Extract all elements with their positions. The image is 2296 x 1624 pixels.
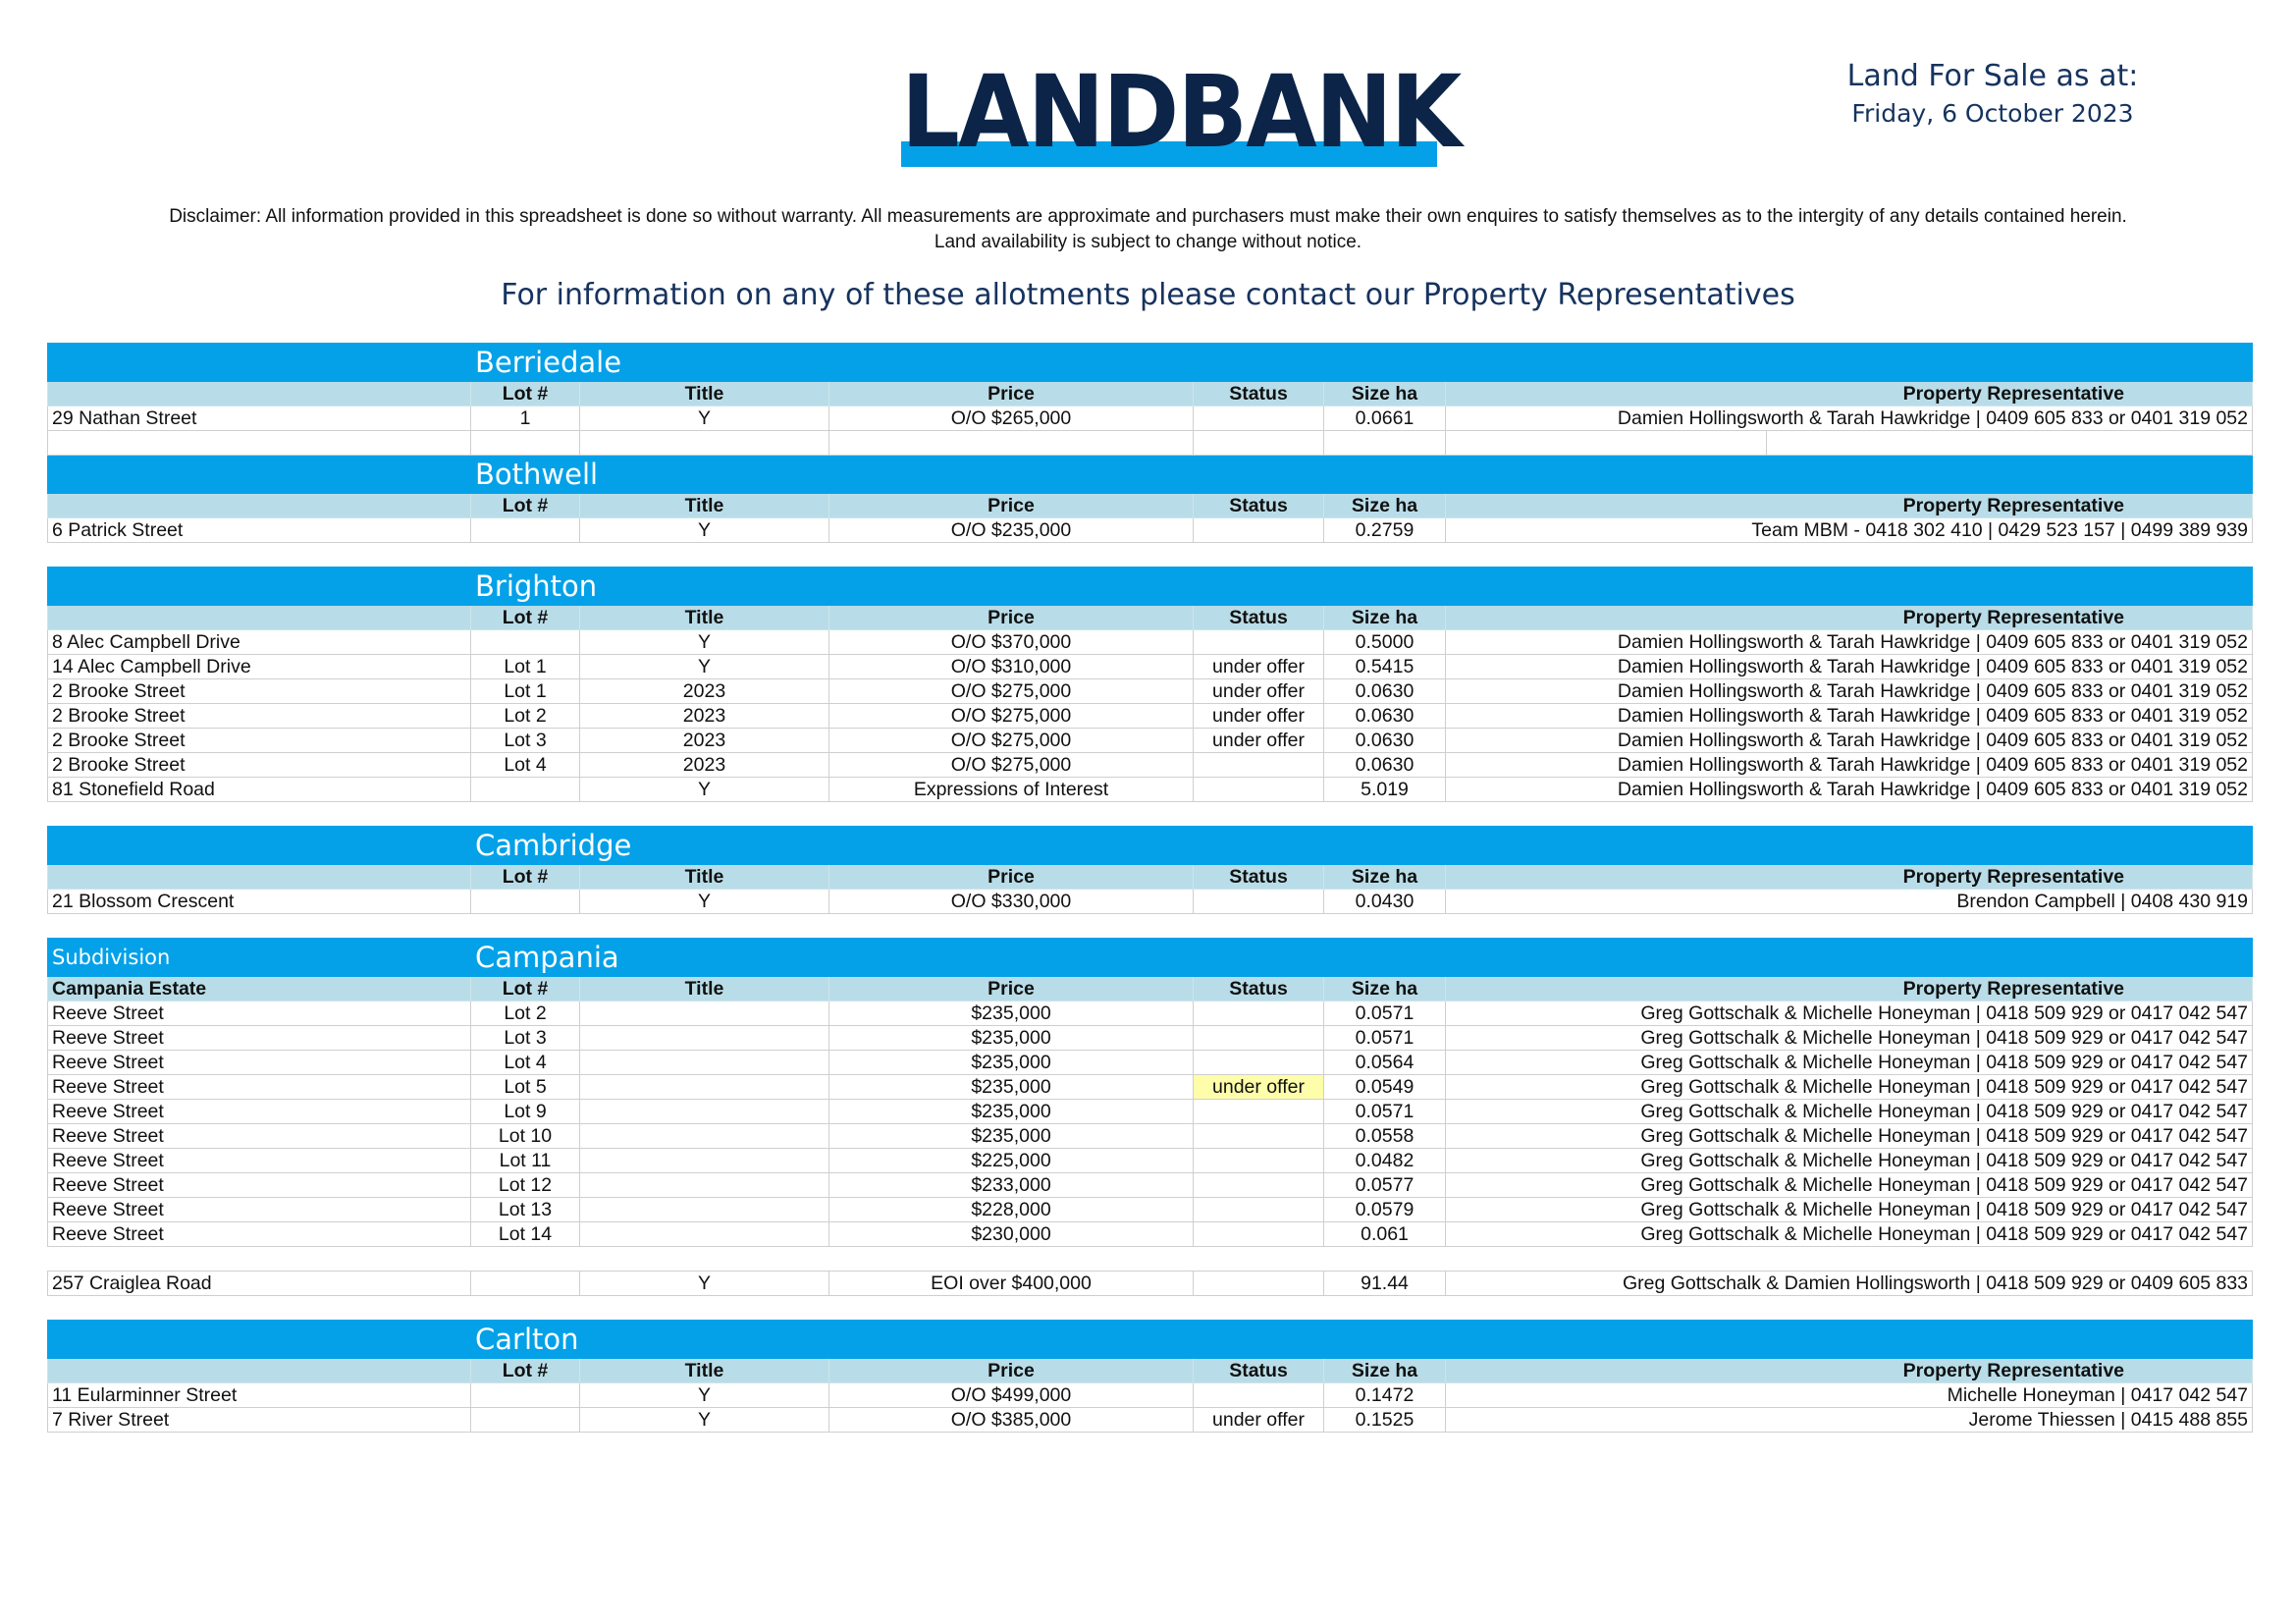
title-cell xyxy=(580,1198,829,1222)
size-cell: 0.0571 xyxy=(1324,1026,1446,1051)
suburb-name: Bothwell xyxy=(471,456,2253,494)
title-cell: Y xyxy=(580,518,829,543)
section-title-cambridge xyxy=(48,827,2253,865)
spacer-row xyxy=(48,914,2253,939)
address-cell: Reeve Street xyxy=(48,1100,471,1124)
header-title: Title xyxy=(580,865,829,890)
title-cell: 2023 xyxy=(580,679,829,704)
title-cell xyxy=(580,1124,829,1149)
size-cell: 0.0661 xyxy=(1324,406,1446,431)
header-price: Price xyxy=(829,606,1194,630)
logo-text: LANDBANK xyxy=(901,54,1461,171)
status-cell xyxy=(1194,1001,1324,1026)
suburb-name: Cambridge xyxy=(471,827,2253,865)
rep-cell: Greg Gottschalk & Michelle Honeyman | 0418 509 929 or 0417 042 547 xyxy=(1446,1075,2253,1100)
status-cell: under offer xyxy=(1194,655,1324,679)
lot-cell: Lot 3 xyxy=(471,1026,580,1051)
section-title-campania xyxy=(48,939,2253,977)
price-cell: O/O $499,000 xyxy=(829,1383,1194,1408)
column-header-row xyxy=(48,494,2253,518)
lot-cell: Lot 14 xyxy=(471,1222,580,1247)
price-cell: O/O $275,000 xyxy=(829,729,1194,753)
header-title: Title xyxy=(580,494,829,518)
price-cell: O/O $275,000 xyxy=(829,679,1194,704)
status-cell xyxy=(1194,1124,1324,1149)
size-cell: 0.5000 xyxy=(1324,630,1446,655)
size-cell: 0.0482 xyxy=(1324,1149,1446,1173)
disclaimer-line-1: Disclaimer: All information provided in this spreadsheet is done so without warranty. All measurements are approximate and purchasers must make their own enquires to satisfy themselves as to the intergity of any details contained herein. xyxy=(169,206,2127,227)
price-cell: O/O $385,000 xyxy=(829,1408,1194,1433)
status-cell xyxy=(1194,406,1324,431)
table-row xyxy=(48,630,2253,655)
price-cell: $235,000 xyxy=(829,1075,1194,1100)
rep-cell: Greg Gottschalk & Damien Hollingsworth | 0418 509 929 or 0409 605 833 xyxy=(1446,1272,2253,1296)
landbank-logo xyxy=(901,54,1461,171)
table-row xyxy=(48,1222,2253,1247)
column-header-row xyxy=(48,606,2253,630)
status-cell-highlighted: under offer xyxy=(1194,1075,1324,1100)
address-cell: Reeve Street xyxy=(48,1075,471,1100)
size-cell: 0.0571 xyxy=(1324,1100,1446,1124)
header-status: Status xyxy=(1194,494,1324,518)
title-cell xyxy=(580,1173,829,1198)
lot-cell: Lot 9 xyxy=(471,1100,580,1124)
suburb-name: Berriedale xyxy=(471,344,2253,382)
rep-cell: Damien Hollingsworth & Tarah Hawkridge | 0409 605 833 or 0401 319 052 xyxy=(1446,655,2253,679)
lot-cell: 1 xyxy=(471,406,580,431)
header-rep: Property Representative xyxy=(1446,977,2253,1001)
title-cell: Y xyxy=(580,630,829,655)
lot-cell: Lot 1 xyxy=(471,679,580,704)
table-row xyxy=(48,1075,2253,1100)
title-cell: Y xyxy=(580,1272,829,1296)
rep-cell: Michelle Honeyman | 0417 042 547 xyxy=(1446,1383,2253,1408)
header-rep: Property Representative xyxy=(1446,494,2253,518)
address-cell: 6 Patrick Street xyxy=(48,518,471,543)
lot-cell xyxy=(471,1383,580,1408)
price-cell: O/O $370,000 xyxy=(829,630,1194,655)
table-row xyxy=(48,1198,2253,1222)
table-row xyxy=(48,406,2253,431)
spacer-row xyxy=(48,1296,2253,1321)
column-header-row xyxy=(48,977,2253,1001)
size-cell: 0.0630 xyxy=(1324,753,1446,778)
section-title-brighton xyxy=(48,568,2253,606)
land-sale-table xyxy=(47,343,2253,1433)
section-title-carlton xyxy=(48,1321,2253,1359)
size-cell: 0.0549 xyxy=(1324,1075,1446,1100)
address-cell: 2 Brooke Street xyxy=(48,753,471,778)
header-rep: Property Representative xyxy=(1446,606,2253,630)
size-cell: 0.0430 xyxy=(1324,890,1446,914)
header-status: Status xyxy=(1194,977,1324,1001)
header-rep: Property Representative xyxy=(1446,1359,2253,1383)
table-row xyxy=(48,753,2253,778)
status-cell: under offer xyxy=(1194,679,1324,704)
lot-cell xyxy=(471,778,580,802)
price-cell: $235,000 xyxy=(829,1001,1194,1026)
suburb-name: Carlton xyxy=(471,1321,2253,1359)
size-cell: 0.0630 xyxy=(1324,679,1446,704)
table-row xyxy=(48,778,2253,802)
address-cell: 2 Brooke Street xyxy=(48,704,471,729)
address-cell: 2 Brooke Street xyxy=(48,679,471,704)
header-rep: Property Representative xyxy=(1446,382,2253,406)
header-status: Status xyxy=(1194,382,1324,406)
title-cell xyxy=(580,1149,829,1173)
price-cell: $235,000 xyxy=(829,1100,1194,1124)
lot-cell: Lot 4 xyxy=(471,1051,580,1075)
address-cell: 11 Eularminner Street xyxy=(48,1383,471,1408)
table-row xyxy=(48,1001,2253,1026)
rep-cell: Greg Gottschalk & Michelle Honeyman | 0418 509 929 or 0417 042 547 xyxy=(1446,1149,2253,1173)
address-cell: Reeve Street xyxy=(48,1124,471,1149)
lot-cell xyxy=(471,890,580,914)
price-cell: O/O $235,000 xyxy=(829,518,1194,543)
header-lot: Lot # xyxy=(471,382,580,406)
header-size: Size ha xyxy=(1324,606,1446,630)
table-row xyxy=(48,1408,2253,1433)
lot-cell: Lot 12 xyxy=(471,1173,580,1198)
address-cell: 7 River Street xyxy=(48,1408,471,1433)
status-cell: under offer xyxy=(1194,704,1324,729)
price-cell: $233,000 xyxy=(829,1173,1194,1198)
status-cell xyxy=(1194,1051,1324,1075)
size-cell: 0.0558 xyxy=(1324,1124,1446,1149)
date-value: Friday, 6 October 2023 xyxy=(1851,99,2134,128)
size-cell: 0.0571 xyxy=(1324,1001,1446,1026)
rep-cell: Greg Gottschalk & Michelle Honeyman | 0418 509 929 or 0417 042 547 xyxy=(1446,1001,2253,1026)
header-price: Price xyxy=(829,494,1194,518)
date-block xyxy=(1845,57,2140,132)
header-size: Size ha xyxy=(1324,1359,1446,1383)
spacer-row xyxy=(48,802,2253,827)
status-cell: under offer xyxy=(1194,729,1324,753)
header-title: Title xyxy=(580,1359,829,1383)
title-cell: 2023 xyxy=(580,753,829,778)
column-header-row xyxy=(48,865,2253,890)
rep-cell: Damien Hollingsworth & Tarah Hawkridge | 0409 605 833 or 0401 319 052 xyxy=(1446,753,2253,778)
status-cell xyxy=(1194,518,1324,543)
status-cell xyxy=(1194,778,1324,802)
price-cell: Expressions of Interest xyxy=(829,778,1194,802)
header-title: Title xyxy=(580,977,829,1001)
rep-cell: Brendon Campbell | 0408 430 919 xyxy=(1446,890,2253,914)
size-cell: 0.0564 xyxy=(1324,1051,1446,1075)
title-cell: Y xyxy=(580,890,829,914)
status-cell xyxy=(1194,1173,1324,1198)
title-cell: Y xyxy=(580,778,829,802)
table-row xyxy=(48,729,2253,753)
address-cell: Reeve Street xyxy=(48,1051,471,1075)
title-cell: 2023 xyxy=(580,704,829,729)
size-cell: 0.1525 xyxy=(1324,1408,1446,1433)
header-size: Size ha xyxy=(1324,494,1446,518)
table-row xyxy=(48,655,2253,679)
size-cell: 0.0630 xyxy=(1324,704,1446,729)
disclaimer-line-2: Land availability is subject to change without notice. xyxy=(934,232,1362,252)
size-cell: 0.0579 xyxy=(1324,1198,1446,1222)
price-cell: O/O $330,000 xyxy=(829,890,1194,914)
title-cell: Y xyxy=(580,1408,829,1433)
address-cell: 14 Alec Campbell Drive xyxy=(48,655,471,679)
size-cell: 0.5415 xyxy=(1324,655,1446,679)
spacer-row xyxy=(48,1247,2253,1272)
title-cell xyxy=(580,1051,829,1075)
title-cell xyxy=(580,1001,829,1026)
price-cell: $225,000 xyxy=(829,1149,1194,1173)
size-cell: 91.44 xyxy=(1324,1272,1446,1296)
rep-cell: Damien Hollingsworth & Tarah Hawkridge | 0409 605 833 or 0401 319 052 xyxy=(1446,778,2253,802)
table-row xyxy=(48,1124,2253,1149)
size-cell: 0.0577 xyxy=(1324,1173,1446,1198)
rep-cell: Greg Gottschalk & Michelle Honeyman | 0418 509 929 or 0417 042 547 xyxy=(1446,1051,2253,1075)
rep-cell: Damien Hollingsworth & Tarah Hawkridge | 0409 605 833 or 0401 319 052 xyxy=(1446,704,2253,729)
lot-cell xyxy=(471,518,580,543)
header-lot: Lot # xyxy=(471,865,580,890)
status-cell xyxy=(1194,1272,1324,1296)
header-price: Price xyxy=(829,382,1194,406)
status-cell xyxy=(1194,1198,1324,1222)
estate-name: Campania Estate xyxy=(48,977,471,1001)
rep-cell: Greg Gottschalk & Michelle Honeyman | 0418 509 929 or 0417 042 547 xyxy=(1446,1198,2253,1222)
price-cell: $228,000 xyxy=(829,1198,1194,1222)
lot-cell xyxy=(471,1272,580,1296)
title-cell: Y xyxy=(580,1383,829,1408)
header-size: Size ha xyxy=(1324,382,1446,406)
price-cell: O/O $275,000 xyxy=(829,753,1194,778)
table-row xyxy=(48,1173,2253,1198)
header-status: Status xyxy=(1194,865,1324,890)
table-row xyxy=(48,1026,2253,1051)
header-lot: Lot # xyxy=(471,494,580,518)
header-status: Status xyxy=(1194,606,1324,630)
address-cell: Reeve Street xyxy=(48,1001,471,1026)
header-price: Price xyxy=(829,977,1194,1001)
size-cell: 0.061 xyxy=(1324,1222,1446,1247)
title-cell xyxy=(580,1222,829,1247)
table-row xyxy=(48,1149,2253,1173)
rep-cell: Damien Hollingsworth & Tarah Hawkridge | 0409 605 833 or 0401 319 052 xyxy=(1446,729,2253,753)
blank-row xyxy=(48,431,2253,456)
status-cell xyxy=(1194,1149,1324,1173)
lot-cell: Lot 2 xyxy=(471,1001,580,1026)
size-cell: 0.1472 xyxy=(1324,1383,1446,1408)
status-cell xyxy=(1194,630,1324,655)
header-size: Size ha xyxy=(1324,865,1446,890)
lot-cell: Lot 11 xyxy=(471,1149,580,1173)
title-cell xyxy=(580,1026,829,1051)
address-cell: Reeve Street xyxy=(48,1026,471,1051)
status-cell xyxy=(1194,1026,1324,1051)
address-cell: Reeve Street xyxy=(48,1222,471,1247)
address-cell: 257 Craiglea Road xyxy=(48,1272,471,1296)
lot-cell xyxy=(471,630,580,655)
status-cell xyxy=(1194,1100,1324,1124)
table-row xyxy=(48,890,2253,914)
rep-cell: Greg Gottschalk & Michelle Honeyman | 0418 509 929 or 0417 042 547 xyxy=(1446,1100,2253,1124)
lot-cell xyxy=(471,1408,580,1433)
price-cell: $235,000 xyxy=(829,1124,1194,1149)
address-cell: 2 Brooke Street xyxy=(48,729,471,753)
address-cell: 29 Nathan Street xyxy=(48,406,471,431)
size-cell: 0.2759 xyxy=(1324,518,1446,543)
status-cell: under offer xyxy=(1194,1408,1324,1433)
price-cell: EOI over $400,000 xyxy=(829,1272,1194,1296)
lot-cell: Lot 4 xyxy=(471,753,580,778)
header-status: Status xyxy=(1194,1359,1324,1383)
lot-cell: Lot 2 xyxy=(471,704,580,729)
section-title-berriedale xyxy=(48,344,2253,382)
header-lot: Lot # xyxy=(471,977,580,1001)
table-row xyxy=(48,1051,2253,1075)
subdivision-label: Subdivision xyxy=(48,939,471,977)
section-title-bothwell xyxy=(48,456,2253,494)
status-cell xyxy=(1194,753,1324,778)
price-cell: O/O $275,000 xyxy=(829,704,1194,729)
price-cell: O/O $265,000 xyxy=(829,406,1194,431)
header-lot: Lot # xyxy=(471,1359,580,1383)
lot-cell: Lot 1 xyxy=(471,655,580,679)
address-cell: Reeve Street xyxy=(48,1149,471,1173)
title-cell xyxy=(580,1100,829,1124)
title-cell: Y xyxy=(580,406,829,431)
address-cell: 21 Blossom Crescent xyxy=(48,890,471,914)
table-row xyxy=(48,704,2253,729)
rep-cell: Damien Hollingsworth & Tarah Hawkridge | 0409 605 833 or 0401 319 052 xyxy=(1446,406,2253,431)
address-cell: Reeve Street xyxy=(48,1198,471,1222)
header-title: Title xyxy=(580,606,829,630)
address-cell: 8 Alec Campbell Drive xyxy=(48,630,471,655)
rep-cell: Team MBM - 0418 302 410 | 0429 523 157 | 0499 389 939 xyxy=(1446,518,2253,543)
address-cell: 81 Stonefield Road xyxy=(48,778,471,802)
title-cell: Y xyxy=(580,655,829,679)
status-cell xyxy=(1194,1383,1324,1408)
spacer-row xyxy=(48,543,2253,568)
table-row xyxy=(48,679,2253,704)
disclaimer xyxy=(59,204,2237,255)
rep-cell: Greg Gottschalk & Michelle Honeyman | 0418 509 929 or 0417 042 547 xyxy=(1446,1026,2253,1051)
table-row xyxy=(48,518,2253,543)
table-row xyxy=(48,1100,2253,1124)
table-row xyxy=(48,1272,2253,1296)
rep-cell: Greg Gottschalk & Michelle Honeyman | 0418 509 929 or 0417 042 547 xyxy=(1446,1222,2253,1247)
header-lot: Lot # xyxy=(471,606,580,630)
size-cell: 5.019 xyxy=(1324,778,1446,802)
header-price: Price xyxy=(829,865,1194,890)
rep-cell: Greg Gottschalk & Michelle Honeyman | 0418 509 929 or 0417 042 547 xyxy=(1446,1173,2253,1198)
rep-cell: Greg Gottschalk & Michelle Honeyman | 0418 509 929 or 0417 042 547 xyxy=(1446,1124,2253,1149)
contact-line: For information on any of these allotments please contact our Property Representatives xyxy=(501,278,1795,312)
price-cell: O/O $310,000 xyxy=(829,655,1194,679)
status-cell xyxy=(1194,890,1324,914)
title-cell xyxy=(580,1075,829,1100)
price-cell: $235,000 xyxy=(829,1051,1194,1075)
column-header-row xyxy=(48,382,2253,406)
rep-cell: Damien Hollingsworth & Tarah Hawkridge | 0409 605 833 or 0401 319 052 xyxy=(1446,630,2253,655)
suburb-name: Brighton xyxy=(471,568,2253,606)
price-cell: $230,000 xyxy=(829,1222,1194,1247)
rep-cell: Damien Hollingsworth & Tarah Hawkridge | 0409 605 833 or 0401 319 052 xyxy=(1446,679,2253,704)
lot-cell: Lot 13 xyxy=(471,1198,580,1222)
lot-cell: Lot 10 xyxy=(471,1124,580,1149)
header-title: Title xyxy=(580,382,829,406)
header-rep: Property Representative xyxy=(1446,865,2253,890)
price-cell: $235,000 xyxy=(829,1026,1194,1051)
status-cell xyxy=(1194,1222,1324,1247)
address-cell: Reeve Street xyxy=(48,1173,471,1198)
suburb-name: Campania xyxy=(471,939,2253,977)
column-header-row xyxy=(48,1359,2253,1383)
title-cell: 2023 xyxy=(580,729,829,753)
lot-cell: Lot 3 xyxy=(471,729,580,753)
size-cell: 0.0630 xyxy=(1324,729,1446,753)
lot-cell: Lot 5 xyxy=(471,1075,580,1100)
header-size: Size ha xyxy=(1324,977,1446,1001)
table-row xyxy=(48,1383,2253,1408)
header-price: Price xyxy=(829,1359,1194,1383)
date-heading: Land For Sale as at: xyxy=(1846,59,2139,93)
rep-cell: Jerome Thiessen | 0415 488 855 xyxy=(1446,1408,2253,1433)
